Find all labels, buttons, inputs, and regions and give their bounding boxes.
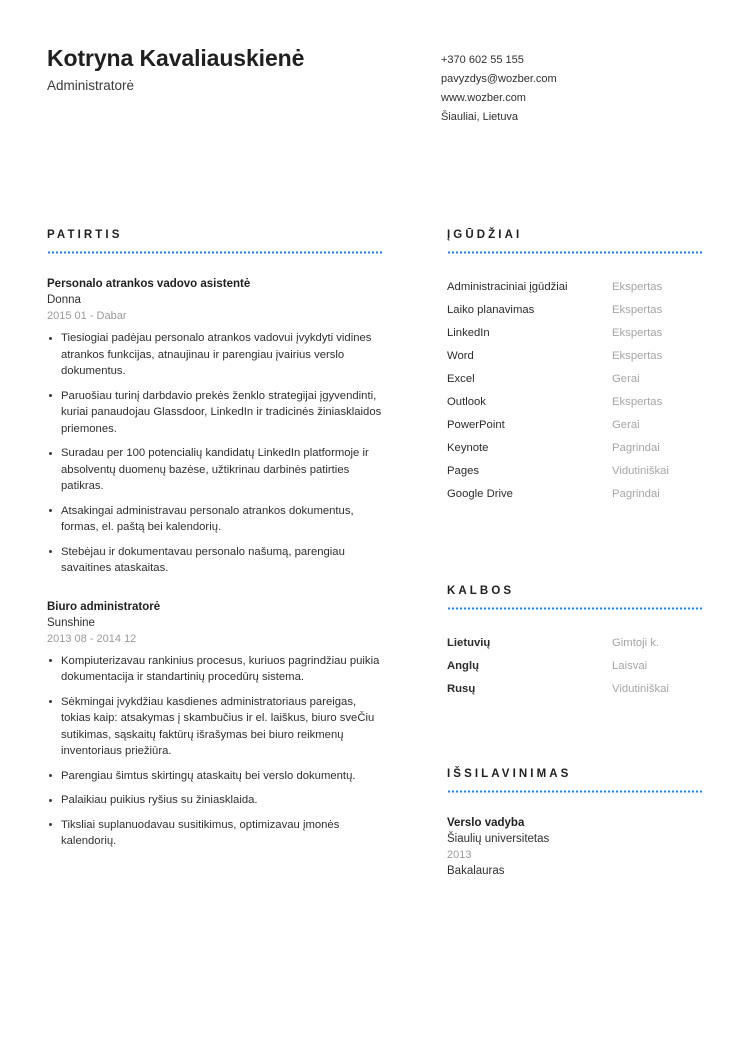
language-row xyxy=(447,678,703,701)
resume-header xyxy=(47,44,703,127)
section-languages xyxy=(447,584,703,701)
experience-item xyxy=(47,599,383,850)
skill-level: Pagrindai xyxy=(612,488,660,500)
candidate-job-title: Administratorė xyxy=(47,78,135,93)
experience-dates: 2013 08 - 2014 12 xyxy=(47,632,137,645)
skill-row xyxy=(447,299,703,322)
skill-row xyxy=(447,368,703,391)
right-column xyxy=(447,228,703,879)
skill-level: Pagrindai xyxy=(612,442,660,454)
section-title-education: IŠSILAVINIMAS xyxy=(447,768,572,780)
education-degree: Verslo vadyba xyxy=(447,817,525,829)
skill-row xyxy=(447,345,703,368)
skills-list xyxy=(447,276,703,506)
contact-location: Šiauliai, Lietuva xyxy=(441,111,519,123)
spacer xyxy=(447,701,703,767)
left-column xyxy=(47,228,383,850)
section-title-experience: PATIRTIS xyxy=(47,229,123,241)
skill-name: Word xyxy=(447,350,474,362)
skill-row xyxy=(447,276,703,299)
experience-company: Sunshine xyxy=(47,616,95,629)
skill-row xyxy=(447,391,703,414)
language-row xyxy=(447,655,703,678)
education-school: Šiaulių universitetas xyxy=(447,833,550,845)
skill-name: Pages xyxy=(447,465,480,477)
experience-role: Biuro administratorė xyxy=(47,600,161,613)
skill-level: Gerai xyxy=(612,419,640,431)
spacer xyxy=(447,506,703,584)
skill-row xyxy=(447,460,703,483)
skill-row xyxy=(447,483,703,506)
bullet-item: Stebėjau ir dokumentavau personalo našumą, parengiau savaitines ataskaitas. xyxy=(47,544,383,577)
experience-item xyxy=(47,276,383,577)
skill-name: Outlook xyxy=(447,396,486,408)
language-level: Vidutiniškai xyxy=(612,683,669,695)
contact-email: pavyzdys@wozber.com xyxy=(441,73,557,85)
skill-name: PowerPoint xyxy=(447,419,505,431)
bullet-item: Tiesiogiai padėjau personalo atrankos vadovui įvykdyti vidines atrankos funkcijas, atnaujinau ir parengiau įvairius verslo dokumentus. xyxy=(47,330,383,380)
skill-row xyxy=(447,437,703,460)
skill-level: Ekspertas xyxy=(612,281,663,293)
skill-level: Ekspertas xyxy=(612,327,663,339)
languages-list xyxy=(447,632,703,701)
experience-bullets xyxy=(47,653,383,850)
bullet-item: Suradau per 100 potencialių kandidatų LinkedIn platformoje ir absolventų duomenų bazėse, užtikrinau darbinės patirties patikras. xyxy=(47,445,383,495)
bullet-item: Kompiuterizavau rankinius procesus, kuriuos pagrindžiau puikia dokumentacija ir standartinių procedūrų sistema. xyxy=(47,653,383,686)
education-year: 2013 xyxy=(447,849,472,861)
section-experience xyxy=(47,228,383,850)
section-title-languages: KALBOS xyxy=(447,585,515,597)
contact-block xyxy=(441,44,703,127)
identity-block xyxy=(47,44,437,94)
bullet-item: Palaikiau puikius ryšius su žiniasklaida. xyxy=(47,792,383,809)
section-divider xyxy=(447,251,703,254)
section-education xyxy=(447,767,703,879)
bullet-item: Paruošiau turinį darbdavio prekės ženklo strategijai įgyvendinti, kuriai panaudojau Glassdoor, LinkedIn ir tradicinės žiniasklaidos priemones. xyxy=(47,388,383,438)
experience-bullets xyxy=(47,330,383,577)
skill-name: Google Drive xyxy=(447,488,513,500)
language-row xyxy=(447,632,703,655)
education-list xyxy=(447,815,703,879)
education-item xyxy=(447,815,703,879)
skill-level: Ekspertas xyxy=(612,396,663,408)
section-divider xyxy=(447,607,703,610)
skill-name: Laiko planavimas xyxy=(447,304,535,316)
skill-name: Keynote xyxy=(447,442,489,454)
skill-name: LinkedIn xyxy=(447,327,490,339)
skill-name: Excel xyxy=(447,373,475,385)
bullet-item: Tiksliai suplanuodavau susitikimus, optimizavau įmonės kalendorių. xyxy=(47,817,383,850)
skill-row xyxy=(447,414,703,437)
experience-list xyxy=(47,276,383,850)
section-title-skills: ĮGŪDŽIAI xyxy=(447,229,523,241)
experience-dates: 2015 01 - Dabar xyxy=(47,310,127,322)
candidate-name: Kotryna Kavaliauskienė xyxy=(47,45,305,71)
section-divider xyxy=(447,790,703,793)
experience-company: Donna xyxy=(47,294,81,306)
skill-level: Ekspertas xyxy=(612,304,663,316)
skill-row xyxy=(447,322,703,345)
bullet-item: Sėkmingai įvykdžiau kasdienes administratoriaus pareigas, tokias kaip: atsakymas į skambučius ir el. laiškus, biuro sveČiu sutikimas, sąskaitų faktūrų išrašymas bei biuro reikmenų inventoriaus priežiūra. xyxy=(47,694,383,760)
bullet-item: Atsakingai administravau personalo atrankos dokumentus, formas, el. paštą bei kalendorių. xyxy=(47,503,383,536)
language-level: Gimtoji k. xyxy=(612,637,660,649)
skill-level: Gerai xyxy=(612,373,640,385)
language-name: Rusų xyxy=(447,683,476,695)
language-name: Lietuvių xyxy=(447,637,491,649)
skill-level: Vidutiniškai xyxy=(612,465,669,477)
section-skills xyxy=(447,228,703,506)
bullet-item: Parengiau šimtus skirtingų ataskaitų bei verslo dokumentų. xyxy=(47,768,383,785)
section-divider xyxy=(47,251,383,254)
skill-level: Ekspertas xyxy=(612,350,663,362)
contact-phone: +370 602 55 155 xyxy=(441,54,524,66)
experience-role: Personalo atrankos vadovo asistentė xyxy=(47,278,251,290)
contact-website: www.wozber.com xyxy=(441,92,526,104)
language-level: Laisvai xyxy=(612,660,648,672)
skill-name: Administraciniai įgūdžiai xyxy=(447,281,568,293)
education-level: Bakalauras xyxy=(447,865,505,877)
language-name: Anglų xyxy=(447,660,479,672)
